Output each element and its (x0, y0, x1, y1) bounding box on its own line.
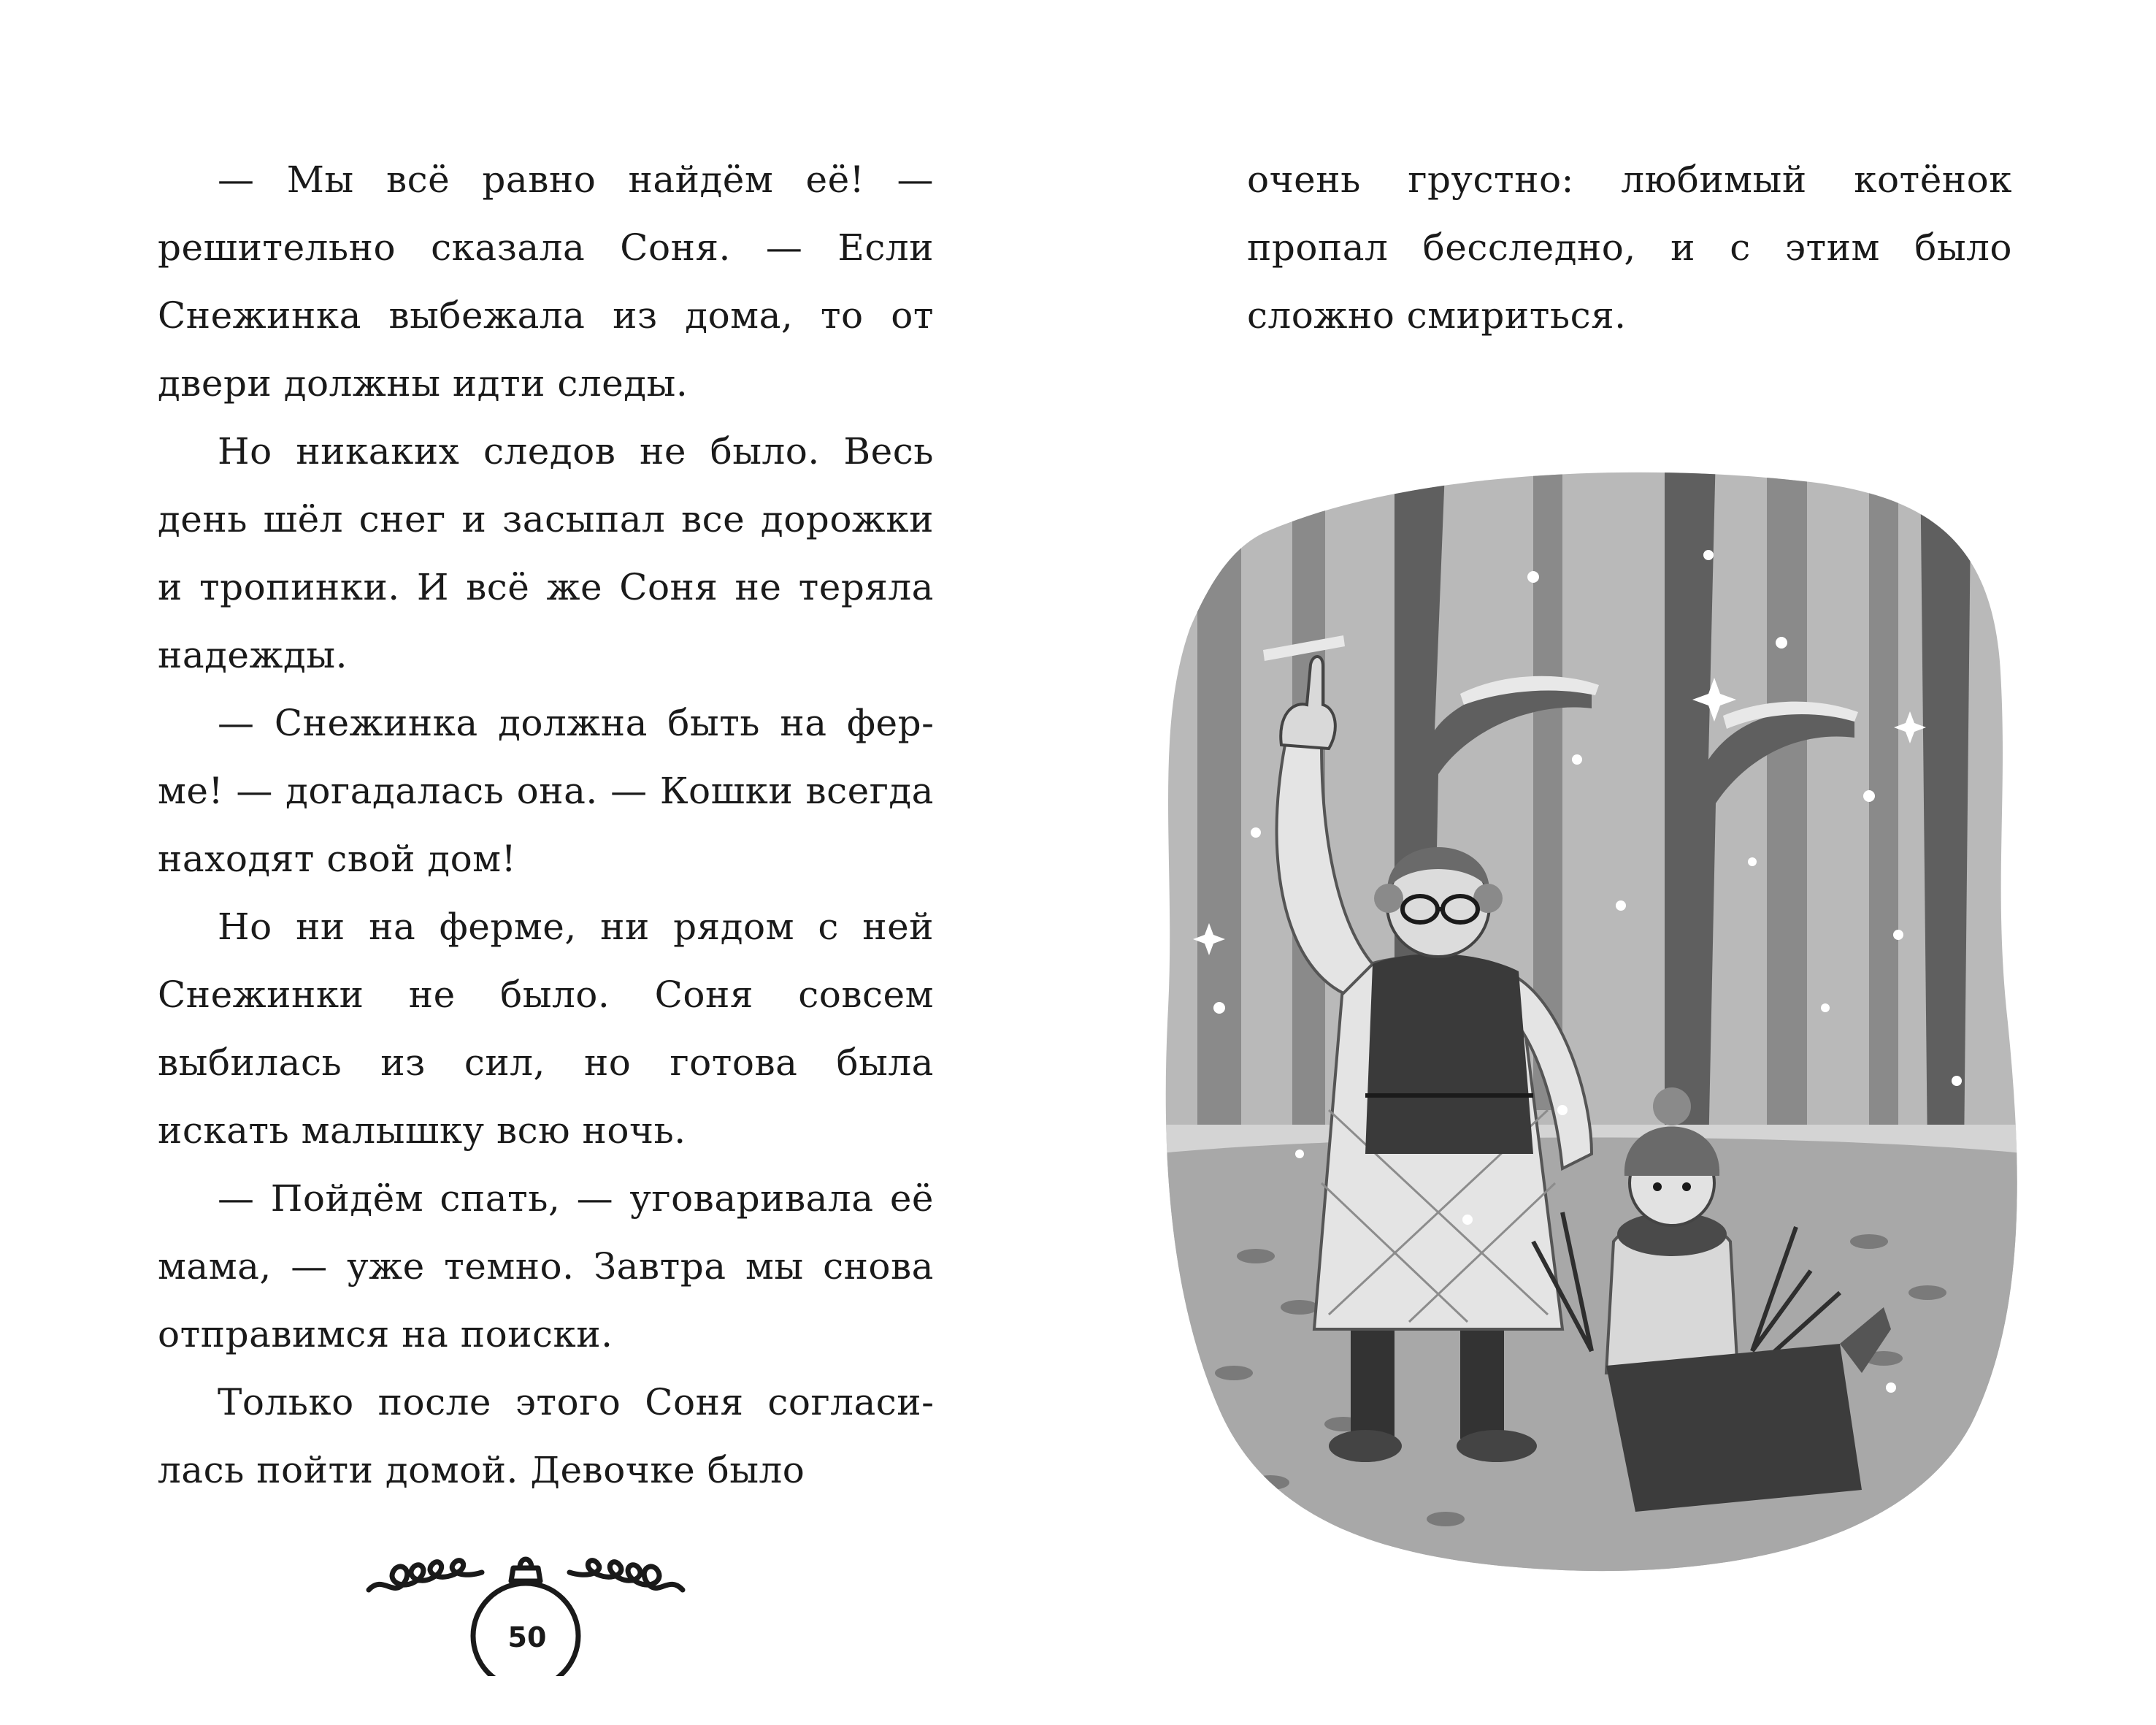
page-number-ornament (365, 1530, 686, 1676)
winter-scene-illustration (1154, 453, 2030, 1592)
left-text-column (158, 146, 934, 1504)
paragraph: — Снежинка должна быть на ферме! — догадалась она. — Кошки всегда находят свой дом! (158, 702, 934, 880)
page-number: 50 (507, 1621, 547, 1653)
paragraph: Но ни на ферме, ни рядом с ней Снежинки не было. Соня совсем выбилась из сил, но готова была искать малышку всю ночь. (158, 906, 934, 1152)
right-text-column (1247, 146, 2012, 350)
paragraph: Только после этого Соня согласилась пойти домой. Девочке было (158, 1381, 934, 1491)
paragraph: — Мы всё равно найдём её! — решительно сказала Соня. — Если Снежинка выбежала из дома, то от двери должны идти следы. (158, 158, 934, 405)
paragraph: Но никаких следов не было. Весь день шёл снег и засыпал все дорожки и тропинки. И всё же Соня не теряла надежды. (158, 430, 934, 676)
paragraph: — Пойдём спать, — уговаривала её мама, — уже темно. Завтра мы снова отправимся на поиски. (158, 1177, 934, 1355)
paragraph: очень грустно: любимый котёнок пропал бесследно, и с этим было сложно смириться. (1247, 158, 2012, 337)
